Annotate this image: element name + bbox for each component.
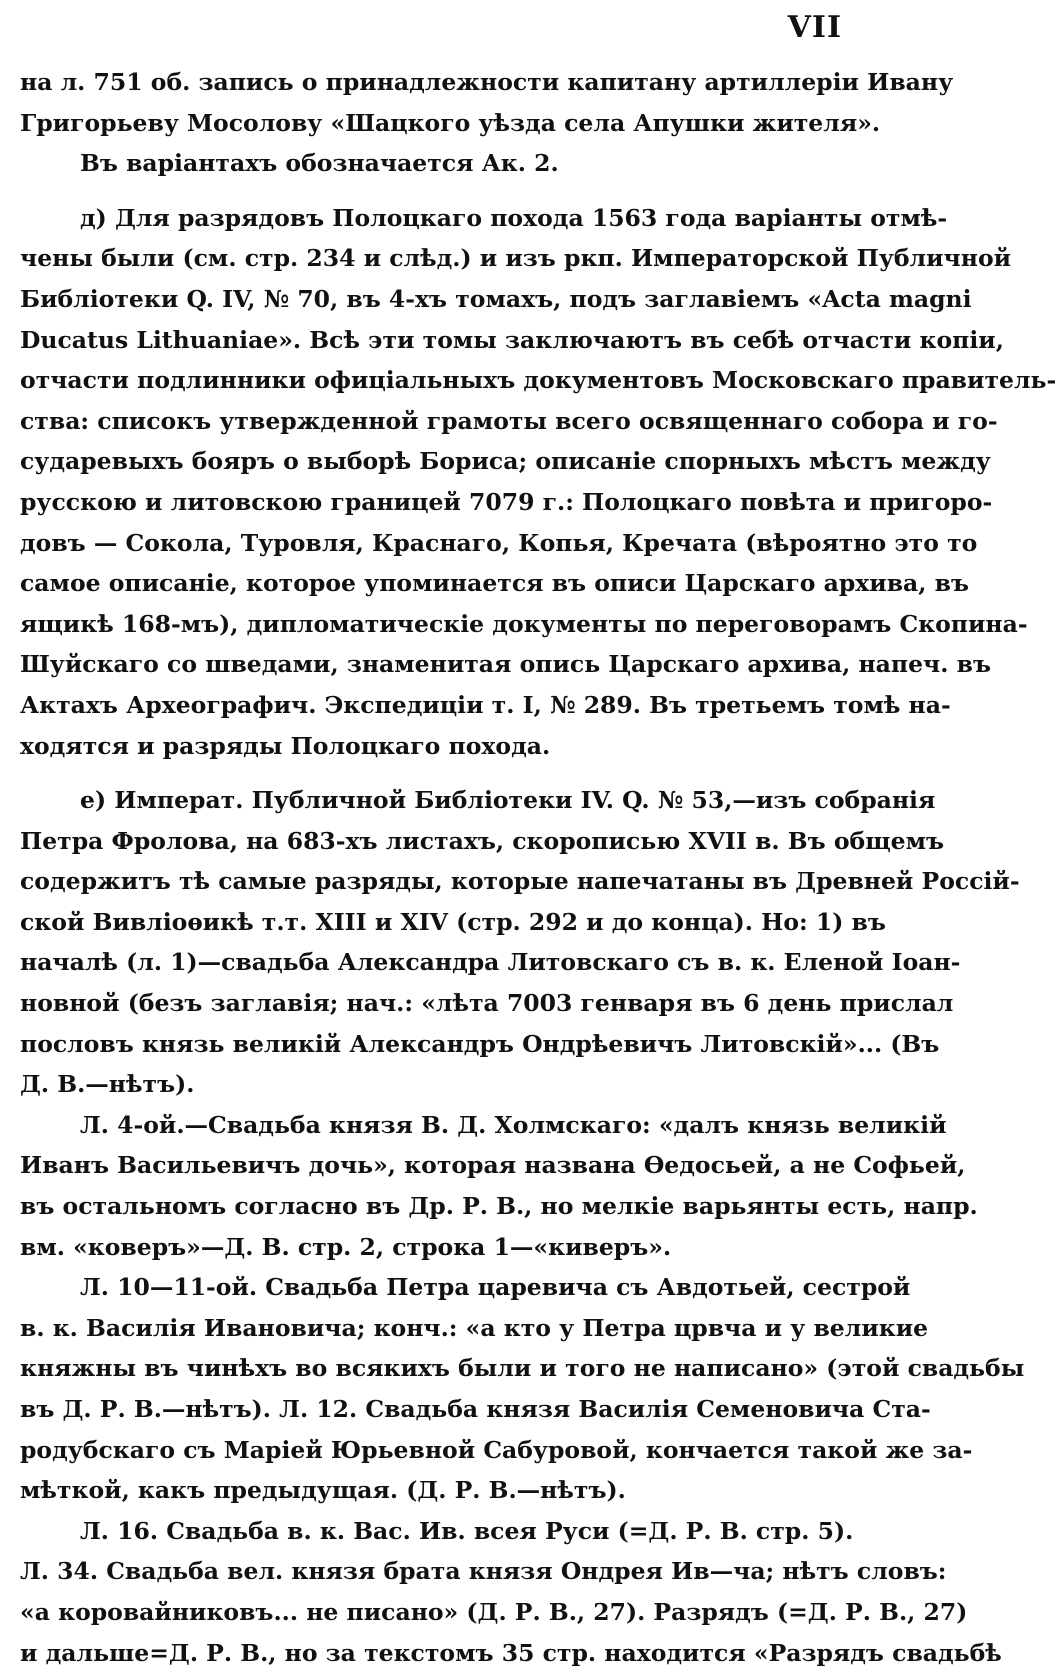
text-line: княжны въ чинѣхъ во всякихъ были и того не написано» (этой свадьбы: [20, 1354, 1025, 1383]
text-line: Актахъ Археографич. Экспедиціи т. I, № 289. Въ третьемъ томѣ на-: [20, 690, 951, 719]
text-line: «а коровайниковъ... не писано» (Д. Р. В., 27). Разрядъ (=Д. Р. В., 27): [20, 1597, 968, 1626]
text-line: Л. 10—11-ой. Свадьба Петра царевича съ Авдотьей, сестрой: [80, 1273, 911, 1302]
text-line: въ остальномъ согласно въ Др. Р. В., но мелкіе варьянты есть, напр.: [20, 1192, 978, 1221]
text-line: Григорьеву Мосолову «Шацкого уѣзда села Апушки жителя».: [20, 108, 881, 137]
text-line: вм. «коверъ»—Д. В. стр. 2, строка 1—«киверъ».: [20, 1232, 672, 1261]
text-line: началѣ (л. 1)—свадьба Александра Литовскаго съ в. к. Еленой Іоан-: [20, 948, 961, 977]
text-line: Библіотеки Q. IV, № 70, въ 4-хъ томахъ, подъ заглавіемъ «Acta magni: [20, 284, 972, 313]
text-line: е) Императ. Публичной Библіотеки IV. Q. № 53,—изъ собранія: [80, 786, 936, 815]
text-line: мѣткой, какъ предыдущая. (Д. Р. В.—нѣтъ).: [20, 1476, 626, 1505]
text-line: пословъ князь великій Александръ Ондрѣевичъ Литовскій»... (Въ: [20, 1029, 940, 1058]
text-line: Иванъ Васильевичъ дочь», которая названа Ѳедосьей, а не Софьей,: [20, 1151, 966, 1180]
text-line: Шуйскаго со шведами, знаменитая опись Царскаго архива, напеч. въ: [20, 650, 991, 679]
text-line: ской Вивліоѳикѣ т.т. XIII и XIV (стр. 292 и до конца). Но: 1) въ: [20, 907, 886, 936]
text-line: родубскаго съ Маріей Юрьевной Сабуровой, кончается такой же за-: [20, 1435, 973, 1464]
text-line: и дальше=Д. Р. В., но за текстомъ 35 стр. находится «Разрядъ свадьбѣ: [20, 1638, 1002, 1667]
text-line: довъ — Сокола, Туровля, Краснаго, Копья, Кречата (вѣроятно это то: [20, 528, 978, 557]
text-line: содержитъ тѣ самые разряды, которые напечатаны въ Древней Россій-: [20, 867, 1020, 896]
text-line: в. к. Василія Ивановича; конч.: «а кто у Петра црвча и у великие: [20, 1313, 929, 1342]
text-line: ства: списокъ утвержденной грамоты всего освященнаго собора и го-: [20, 406, 998, 435]
page-number: VII: [787, 10, 842, 45]
text-line: Л. 34. Свадьба вел. князя брата князя Ондрея Ив—ча; нѣтъ словъ:: [20, 1557, 947, 1586]
text-line: въ Д. Р. В.—нѣтъ). Л. 12. Свадьба князя Василія Семеновича Ста-: [20, 1395, 931, 1423]
text-line: Петра Фролова, на 683-хъ листахъ, скорописью XVII в. Въ общемъ: [20, 826, 945, 855]
text-line: Въ варіантахъ обозначается Ак. 2.: [80, 149, 559, 178]
text-line: сударевыхъ бояръ о выборѣ Бориса; описаніе спорныхъ мѣстъ между: [20, 447, 991, 476]
text-line: ящикѣ 168-мъ), дипломатическіе документы по переговорамъ Скопина-: [20, 609, 1028, 638]
text-line: русскою и литовскою границей 7079 г.: Полоцкаго повѣта и пригоро-: [20, 487, 993, 516]
text-line: д) Для разрядовъ Полоцкаго похода 1563 года варіанты отмѣ-: [80, 203, 948, 232]
text-line: Л. 16. Свадьба в. к. Вас. Ив. всея Руси (=Д. Р. В. стр. 5).: [80, 1516, 854, 1545]
text-line: на л. 751 об. запись о принадлежности капитану артиллеріи Ивану: [20, 68, 954, 96]
text-line: чены были (см. стр. 234 и слѣд.) и изъ ркп. Императорской Публичной: [20, 244, 1012, 273]
text-line: самое описаніе, которое упоминается въ описи Царскаго архива, въ: [20, 569, 969, 598]
text-line: отчасти подлинники офиціальныхъ документовъ Московскаго правитель-: [20, 366, 1056, 395]
page-body: [20, 62, 1056, 1673]
text-line: Ducatus Lithuaniae». Всѣ эти томы заключаютъ въ себѣ отчасти копіи,: [20, 325, 1004, 354]
text-line: Д. В.—нѣтъ).: [20, 1070, 195, 1099]
text-line: ходятся и разряды Полоцкаго похода.: [20, 731, 551, 760]
text-line: Л. 4-ой.—Свадьба князя В. Д. Холмскаго: «далъ князь великій: [80, 1110, 947, 1139]
text-line: новной (безъ заглавія; нач.: «лѣта 7003 генваря въ 6 день прислал: [20, 989, 954, 1018]
